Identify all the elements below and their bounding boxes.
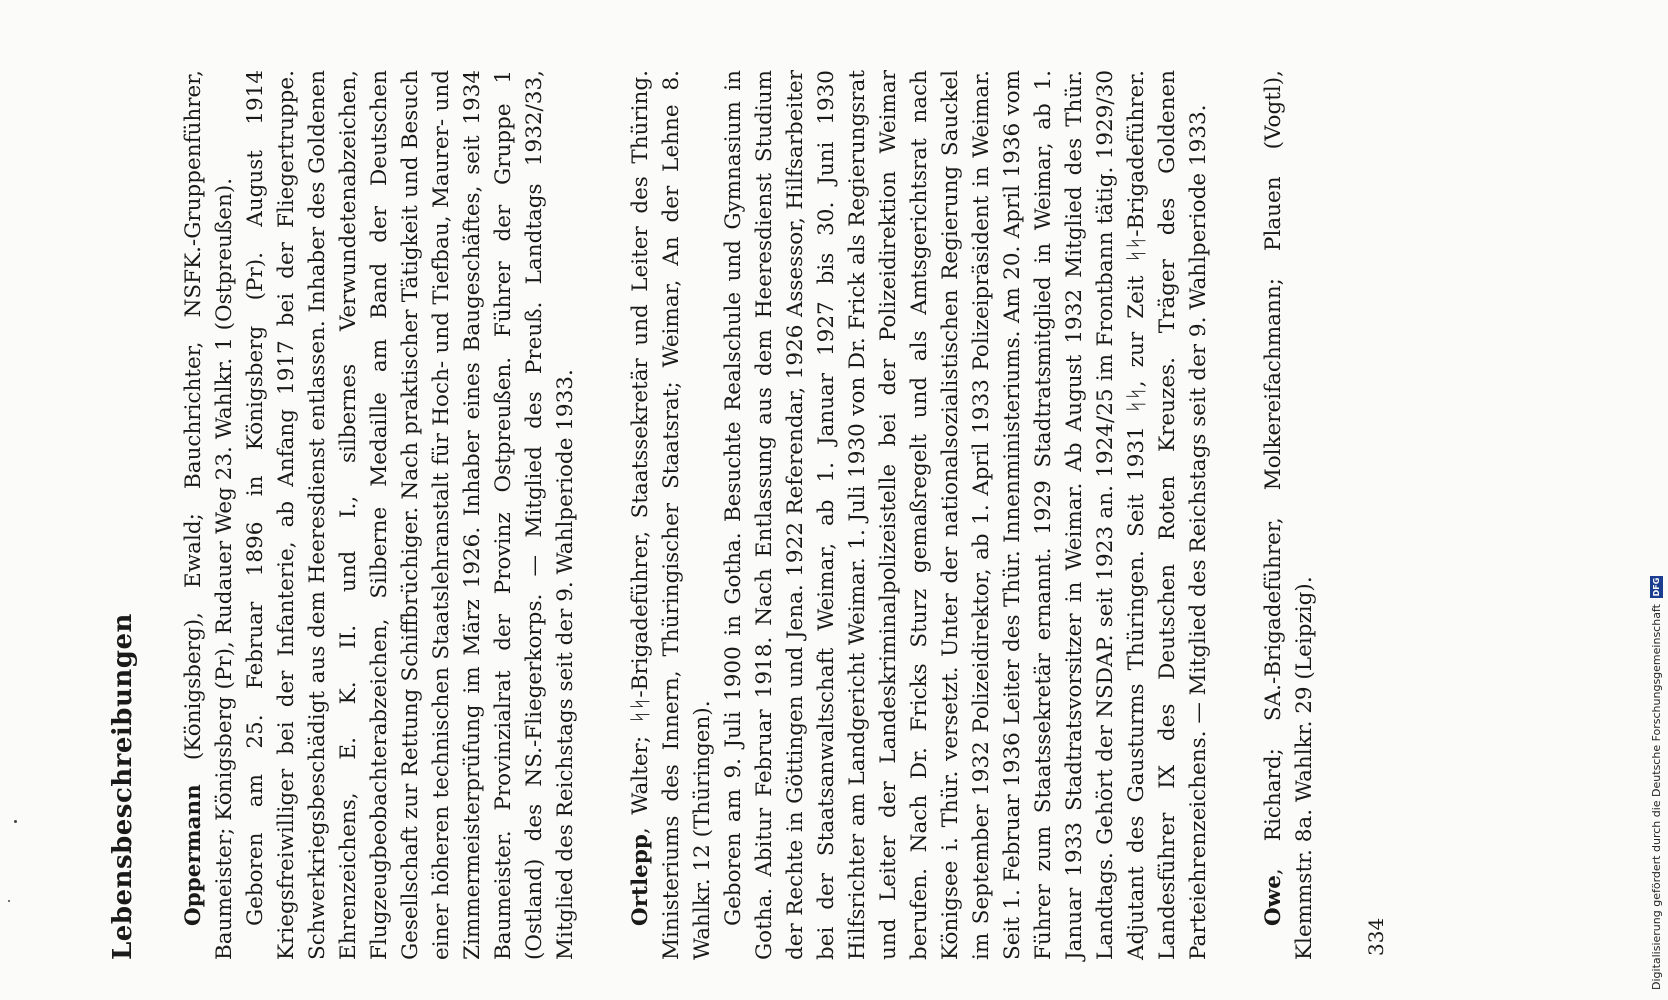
entry-oppermann <box>178 70 581 960</box>
entry-name: Oppermann <box>181 784 206 926</box>
entry-summary: , Richard; SA.-Brigadeführer, Molkereifachmann; Plauen (Vogtl), Klemmstr. 8a. Wahlkr. 29 (Leipzig). <box>1261 70 1317 960</box>
entry-owe <box>1258 70 1320 960</box>
entry-name: Owe <box>1261 875 1286 926</box>
entry-name: Ortlepp <box>628 834 653 926</box>
credit-text: Digitalisierung gefördert durch die Deutsche Forschungsgemeinschaft <box>1649 604 1663 990</box>
scan-speck <box>14 820 17 823</box>
entry-headline <box>625 70 718 960</box>
entry-biography: Geboren am 25. Februar 1896 in Königsberg (Pr). August 1914 Kriegsfreiwilliger bei der Infanterie, ab Anfang 1917 bei der Fliegertruppe. Schwerkriegsbeschädigt aus dem Heeresdienst entlassen. Inhaber des Goldenen Ehrenzeichens, E. K. II. und I., silbernes Verwundetenabzeichen, Flugzeugbeobachterabzeichen, Silberne Medaille am Band der Deutschen Gesellschaft zur Rettung Schiffbrüchiger. Nach praktischer Tätigkeit und Besuch einer höheren technischen Staatslehranstalt für Hoch- und Tiefbau, Maurer- und Zimmermeisterprüfung im März 1926. Inhaber eines Baugeschäftes, seit 1934 Baumeister. Provinzialrat der Provinz Ostpreußen. Führer der Gruppe 1 (Ostland) des NS.-Fliegerkorps. — Mitglied des Preuß. Landtags 1932/33, Mitglied des Reichstags seit der 9. Wahlperiode 1933. <box>243 70 578 960</box>
entry-biography: Geboren am 9. Juli 1900 in Gotha. Besuchte Realschule und Gymnasium in Gotha. Abitur Februar 1918. Nach Entlassung aus dem Heeresdienst Studium der Rechte in Göttingen und Jena. 1922 Referendar, 1926 Assessor, Hilfsarbeiter bei der Staatsanwaltschaft Weimar, ab 1. Januar 1927 bis 30. Juni 1930 Hilfsrichter am Landgericht Weimar. 1. Juli 1930 von Dr. Frick als Regierungsrat und Leiter der Landeskriminalpolizeistelle bei der Polizeidirektion Weimar berufen. Nach Dr. Fricks Sturz gemaßregelt und als Amtsgerichtsrat nach Königsee i. Thür. versetzt. Unter der nationalsozialistischen Regierung Sauckel im September 1932 Polizeidirektor, ab 1. April 1933 Polizeipräsident in Weimar. Seit 1. Februar 1936 Leiter des Thür. Innenministeriums. Am 20. April 1936 vom Führer zum Staatssekretär ernannt. 1929 Stadtratsmitglied in Weimar, ab 1. Januar 1933 Stadtratsvorsitzer in Weimar. Ab August 1932 Mitglied des Thür. Landtags. Gehört der NSDAP. seit 1923 an. 1924/25 im Frontbann tätig. 1929/30 Adjutant des Gausturms Thüringen. Seit 1931 ᛋᛋ, zur Zeit ᛋᛋ-Brigadeführer. Landesführer IX des Deutschen Roten Kreuzes. Träger des Goldenen Parteiehrenzeichens. — Mitglied des Reichstags seit der 9. Wahlperiode 1933. <box>721 70 1211 960</box>
digitization-credit <box>1644 0 1664 1000</box>
rotated-page-content <box>80 0 1640 1000</box>
entry-headline <box>1258 70 1320 960</box>
entry-summary: , Walter; ᛋᛋ-Brigadeführer, Staatssekretär und Leiter des Thüring. Ministeriums des Innern, Thüringischer Staatsrat; Weimar, An der Lehne 8. Wahlkr. 12 (Thüringen). <box>628 70 715 960</box>
entry-summary: (Königsberg), Ewald; Bauchrichter, NSFK.-Gruppenführer, Baumeister; Königsberg (Pr), Rudauer Weg 23. Wahlkr. 1 (Ostpreußen). <box>181 70 237 960</box>
section-heading: Lebensbeschreibungen <box>108 613 138 960</box>
page-number: 334 <box>1364 917 1388 956</box>
scan-speck <box>8 900 10 902</box>
entry-ortlepp <box>625 70 1214 960</box>
credit-line <box>1646 0 1666 990</box>
dfg-logo-icon: DFG <box>1651 577 1661 597</box>
entry-headline <box>178 70 240 960</box>
